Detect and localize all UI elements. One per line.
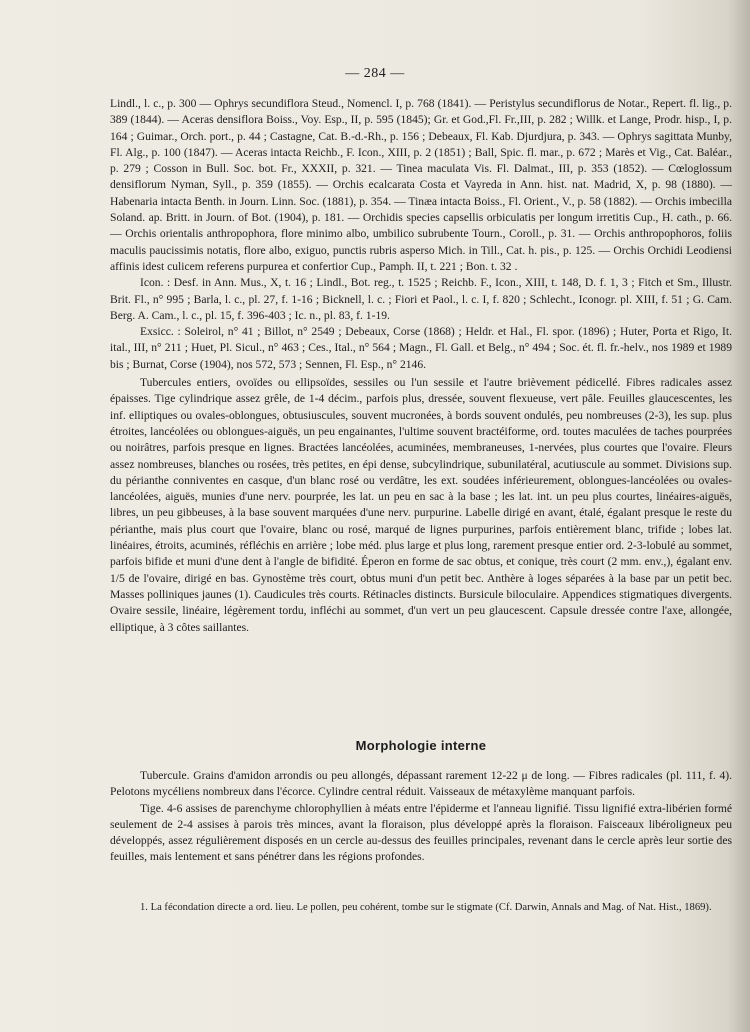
footnote-text: 1. La fécondation directe a ord. lieu. Le pollen, peu cohérent, tombe sur le stigmate (Cf. Darwin, Annals and Mag. of Nat. Hist., 1869). <box>140 902 712 913</box>
tubercule-paragraph: Tubercule. Grains d'amidon arrondis ou peu allongés, dépassant rarement 12-22 μ de long. — Fibres radicales (pl. 111, f. 4). Pelotons mycéliens nombreux dans l'écorce. Cylindre central réduit. Vaisseaux de métaxylème manquant parfois. <box>110 769 732 799</box>
internal-morphology <box>110 768 732 866</box>
description-paragraph: Tubercules entiers, ovoïdes ou ellipsoïdes, sessiles ou l'un sessile et l'autre brièvement pédicellé. Fibres radicales assez épaisses. Tige cylindrique assez grêle, de 1-4 décim., parfois plus, dressée, souvent flexueuse, vert pâle. Feuilles glaucescentes, les inf. elliptiques ou ovales-oblongues, obtusiuscules, souvent mucronées, à bords souvent ondulés, peu nombreuses (2-3), les sup. plus étroites, lancéolées ou oblongues-aiguës, un peu engainantes, l'ultime souvent bractéiforme, ord. toutes maculées de taches pourprées ou noirâtres, parfois presque en lignes. Bractées lancéolées, acuminées, membraneuses, 1-nervées, plus courtes que l'ovaire. Fleurs assez nombreuses, blanches ou rosées, très petites, en épi dense, subcylindrique, subunilatéral, acutiuscule au sommet. Divisions sup. du périanthe conniventes en casque, d'un blanc rosé ou verdâtre, les ext. soudées inférieurement, oblongues-lancéolées ou ovales-lancéolées, aiguës, munies d'une nerv. pourprée, les lat. un peu en sac à la base ; les lat. int. un peu plus courtes, linéaires-aiguës, libres, un peu gibbeuses, à la base souvent marquées d'une nerv. purpurine. Labelle dirigé en avant, étalé, égalant presque le reste du périanthe, mais plus court que l'ovaire, blanc ou rosé, marqué de lignes purpurines, parfois entièrement blanc, trifide ; lobes lat. linéaires, étroits, acuminés, réfléchis en arrière ; lobe méd. plus large et plus long, rarement presque entier ord. 2-3-lobulé au sommet, parfois bifide et muni d'une dent à l'angle de bifidité. Éperon en forme de sac obtus, et conique, très court (2 mm. env.,), égalant env. 1/5 de l'ovaire, dirigé en bas. Gynostème très court, obtus muni d'un petit bec. Anthère à loges séparées à la base par un petit bec. Masses polliniques jaunes (1). Caudicules très courts. Rétinacles distincts. Bursicule biloculaire. Appendices stigmatiques divergents. Ovaire sessile, linéaire, légèrement tordu, infléchi au sommet, d'un vert un peu glaucescent. Capsule dressée contre l'axe, allongée, elliptique, à 3 côtes saillantes. <box>110 376 732 634</box>
tige-paragraph: Tige. 4-6 assises de parenchyme chlorophyllien à méats entre l'épiderme et l'anneau lignifié. Tissu lignifié extra-libérien formé seulement de 2-4 assises à parois très minces, avant la floraison, plus développé après la floraison. Faisceaux libéroligneux peu développés, assez régulièrement disposés en un cercle au-dessus des feuilles principales, revenant dans le cercle après leur sortie des feuilles, mais lentement et sans pénétrer dans les régions profondes. <box>110 801 732 864</box>
page-number: — 284 — <box>345 66 405 81</box>
species-account <box>110 96 732 636</box>
footnote <box>110 900 732 915</box>
synonymy-paragraph: Lindl., l. c., p. 300 — Ophrys secundiflora Steud., Nomencl. I, p. 768 (1841). — Peristylus secundiflorus de Notar., Repert. fl. lig., p. 389 (1844). — Aceras densiflora Boiss., Voy. Esp., II, p. 595 (1845); Gr. et God.,Fl. Fr.,III, p. 282 ; Willk. et Lange, Prodr. hisp., I, p. 164 ; Guimar., Orch. port., p. 44 ; Castagne, Cat. B.-d.-Rh., p. 156 ; Debeaux, Fl. Kab. Djurdjura, p. 343. — Ophrys sagittata Munby, Fl. Alg., p. 100 (1847). — Aceras intacta Reichb., F. Icon., XIII, p. 2 (1851) ; Ball, Spic. fl. mar., p. 672 ; Marès et Vig., Cat. Baléar., p. 279 ; Cosson in Bull. Soc. bot. Fr., XXXII, p. 321. — Tinea maculata Vis. Fl. Dalmat., III, p. 353 (1852). — Cœloglossum densiflorum Nyman, Syll., p. 359 (1855). — Orchis ecalcarata Costa et Vayreda in Ann. hist. nat. Madrid, X, p. 98 (1880). — Habenaria intacta Benth. in Journ. Linn. Soc. (1881), p. 354. — Tinæa intacta Boiss., Fl. Orient., V., p. 58 (1882). — Orchis imbecilla Soland. ap. Britt. in Journ. of Bot. (1904), p. 181. — Orchidis species capsellis orbiculatis per longum irretitis Cup., H. cath., p. 66. — Orchis orientalis anthropophora, flore minimo albo, umbilico subrubente Tourn., Coroll., p. 31. — Orchis anthropophoros, foliis maculis paucissimis notatis, flore albo, exiguo, punctis rubris asperso Mich. in Till., Cat. h. pis., p. 125. — Orchis Orchidi Leodiensi affinis idest culicem referens purpurea et confertior Cup., Pamph. II, t. 221 ; Bon. t. 32 . <box>110 97 732 273</box>
iconography-paragraph: Icon. : Desf. in Ann. Mus., X, t. 16 ; Lindl., Bot. reg., t. 1525 ; Reichb. F., Icon., XIII, t. 148, D. f. 1, 3 ; Fitch et Sm., Illustr. Brit. Fl., n° 995 ; Barla, l. c., pl. 27, f. 1-16 ; Bicknell, l. c. ; Fiori et Paol., l. c. I, f. 820 ; Schlecht., Iconogr. pl. XIII, f. 51 ; G. Cam. Berg. A. Cam., l. c., pl. 15, f. 396-403 ; Ic. n., pl. 83, f. 1-19. <box>110 276 732 322</box>
section-heading: Morphologie interne <box>355 738 487 753</box>
exsiccata-paragraph: Exsicc. : Soleirol, n° 41 ; Billot, n° 2549 ; Debeaux, Corse (1868) ; Heldr. et Hal., Fl. spor. (1896) ; Huter, Porta et Rigo, It. ital., III, n° 211 ; Huet, Pl. Sicul., n° 463 ; Ces., Ital., n° 564 ; Magn., Fl. Gall. et Belg., n° 494 ; Soc. ét. fl. fr.-helv., nos 1989 et 1989 bis ; Burnat, Corse (1904), nos 572, 573 ; Sennen, Fl. Esp., n° 2146. <box>110 325 732 371</box>
